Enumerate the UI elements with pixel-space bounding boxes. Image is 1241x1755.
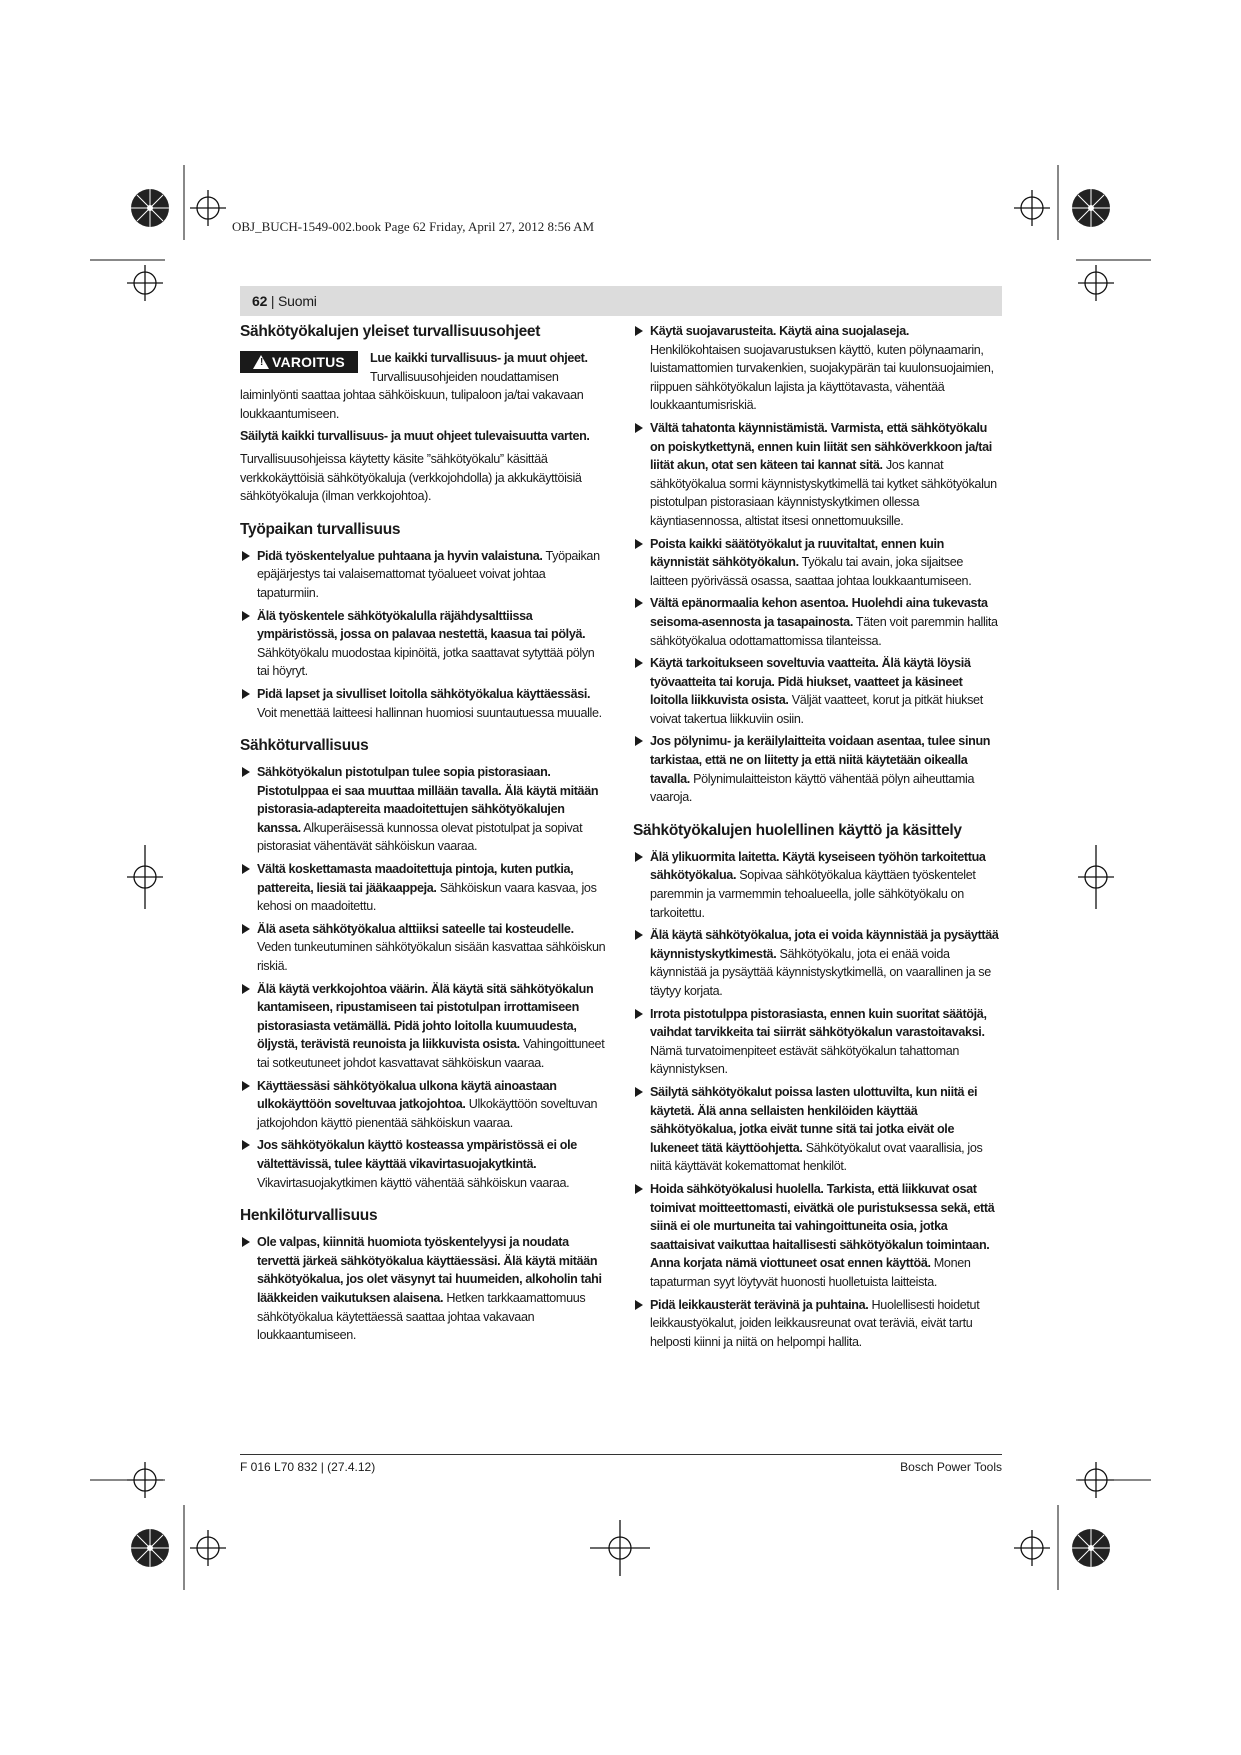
star-target	[1072, 1529, 1110, 1567]
star-target	[131, 1529, 169, 1567]
section-heading: Työpaikan turvallisuus	[240, 520, 401, 538]
page-header-separator: |	[270, 293, 275, 309]
warning-text: Turvallisuusohjeiden noudattamisen laiminlyönti saattaa johtaa sähköiskuun, tulipaloon ja/tai vakavaan loukkaantumiseen.	[240, 369, 584, 421]
item-text: Työpaikan epäjärjestys tai valaisemattomat työalueet voivat johtaa tapaturmiin.	[257, 548, 600, 600]
item-text: Nämä turvatoimenpiteet estävät sähkötyökalun tahattoman käynnistyksen.	[650, 1043, 960, 1077]
item-text: Ulkokäyttöön soveltuvan jatkojohdon käyttö pienentää sähköiskun vaaraa.	[257, 1097, 598, 1130]
list-item	[240, 1077, 608, 1133]
file-header: OBJ_BUCH-1549-002.book Page 62 Friday, April 27, 2012 8:56 AM	[232, 219, 595, 234]
star-target	[131, 189, 169, 227]
item-bold: Sähkötyökalun pistotulpan tulee sopia pistorasiaan. Pistotulppaa ei saa muuttaa millään tavalla. Älä käytä mitään pistorasia-adaptereita maadoitettujen sähkötyökalujen kanssa.	[257, 765, 599, 835]
list-item	[240, 607, 608, 681]
item-text: Vahingoittuneet tai sotkeutuneet johdot kasvattavat sähköiskun vaaraa.	[257, 1037, 605, 1070]
item-bold: Jos pölynimu- ja keräilylaitteita voidaan asentaa, tulee sinun tarkistaa, että ne on liitetty ja että niitä käytetään oikealla tavalla.	[650, 734, 991, 786]
warning-label: VAROITUS	[272, 354, 345, 370]
item-text: Väljät vaatteet, korut ja pitkät hiukset voivat takertua liikkuviin osiin.	[650, 693, 983, 726]
item-bold: Älä työskentele sähkötyökalulla räjähdysalttiissa ympäristössä, jossa on palavaa nestettä, kaasua tai pölyä.	[257, 608, 586, 642]
item-bold: Älä ylikuormita laitetta. Käytä kyseiseen työhön tarkoitettua sähkötyökalua.	[650, 849, 986, 883]
registration-target	[190, 1530, 226, 1566]
list-item	[633, 1083, 1001, 1176]
registration-target	[1078, 845, 1114, 909]
footer-brand: Bosch Power Tools	[900, 1460, 1002, 1474]
list-item	[240, 920, 608, 976]
list-item	[240, 980, 608, 1073]
registration-target	[1078, 1462, 1114, 1498]
item-bold: Hoida sähkötyökalusi huolella. Tarkista, että liikkuvat osat toimivat moitteettomasti, eivätkä ole puristuksessa sekä, että siinä ei ole murtuneita tai vahingoittuneita osia, jotka saattaisivat vaikuttaa haitallisesti sähkötyökalun toimintaan. Anna korjata nämä viottuneet osat ennen käyttöä.	[650, 1181, 995, 1271]
list-item	[633, 654, 1001, 728]
item-bold: Käytä suojavarusteita. Käytä aina suojalaseja.	[650, 324, 909, 338]
warning-block	[240, 349, 608, 423]
page-header	[252, 293, 317, 309]
item-text: Alkuperäisessä kunnossa olevat pistotulpat ja sopivat pistorasiat vähentävät sähköiskun vaaraa.	[257, 820, 583, 854]
list-item	[633, 419, 1001, 531]
page-number: 62	[252, 293, 268, 309]
item-text: Voit menettää laitteesi hallinnan huomiosi suuntautuessa muualle.	[257, 705, 602, 720]
page-title: Sähkötyökalujen yleiset turvallisuusohjeet	[240, 323, 541, 340]
item-bold: Käytä tarkoitukseen soveltuvia vaatteita. Älä käytä löysiä työvaatteita tai koruja. Pidä hiukset, vaatteet ja käsineet loitolla liikkuvista osista.	[650, 656, 971, 708]
registration-target	[127, 265, 163, 301]
registration-target	[1014, 190, 1050, 226]
footer-rule	[240, 1454, 1002, 1455]
right-column	[633, 322, 1001, 1356]
item-bold: Älä käytä sähkötyökalua, jota ei voida käynnistää ja pysäyttää käynnistyskytkimestä.	[650, 928, 999, 961]
item-text: Henkilökohtaisen suojavarustuksen käyttö, kuten pölynaamarin, luistamattomien turvakenkien, suojakypärän tai kuulonsuojaimien, riippuen sähkötyökalun lajista ja käyttötavasta, vähentää loukkaantumisriskiä.	[650, 342, 994, 413]
item-bold: Vältä koskettamasta maadoitettuja pintoja, kuten putkia, pattereita, liesiä tai jääkaappeja.	[257, 862, 574, 895]
registration-target	[590, 1520, 650, 1576]
item-text: Huolellisesti hoidetut leikkaustyökalut, joiden leikkausreunat ovat teräviä, eivät tartu helposti kiinni ja niitä on helpompi hallita.	[650, 1297, 980, 1349]
warning-bold: Lue kaikki turvallisuus- ja muut ohjeet.	[370, 351, 588, 365]
left-column	[240, 322, 608, 1350]
item-text: Sähkötyökalu, jota ei enää voida käynnistää ja pysäyttää käynnistyskytkimellä, on vaarallinen ja se täytyy korjata.	[650, 946, 991, 998]
list-item	[633, 594, 1001, 650]
item-bold: Poista kaikki säätötyökalut ja ruuvitaltat, ennen kuin käynnistät sähkötyökalun.	[650, 536, 944, 570]
list-item	[240, 763, 608, 856]
item-bold: Pidä lapset ja sivulliset loitolla sähkötyökalua käyttäessäsi.	[257, 686, 591, 701]
item-bold: Pidä työskentelyalue puhtaana ja hyvin valaistuna.	[257, 548, 543, 563]
item-text: Sopivaa sähkötyökalua käyttäen työskentelet paremmin ja varmemmin tehoalueella, jolle sähkötyökalu on tarkoitettu.	[650, 868, 976, 920]
item-text: Veden tunkeutuminen sähkötyökalun sisään kasvattaa sähköiskun riskiä.	[257, 940, 606, 974]
list-item	[633, 732, 1001, 806]
keep-instructions: Säilytä kaikki turvallisuus- ja muut ohjeet tulevaisuutta varten.	[240, 429, 590, 444]
item-text: Monen tapaturman syyt löytyvät huonosti huolletuista laitteista.	[650, 1256, 971, 1289]
section-heading: Sähkötyökalujen huolellinen käyttö ja käsittely	[633, 821, 962, 839]
list-item	[633, 1005, 1001, 1079]
warning-icon: !	[253, 355, 269, 369]
registration-target	[127, 845, 163, 909]
footer-doc-code: F 016 L70 832 | (27.4.12)	[240, 1460, 376, 1474]
item-bold: Käyttäessäsi sähkötyökalua ulkona käytä ainoastaan ulkokäyttöön soveltuvaa jatkojohtoa.	[257, 1078, 557, 1112]
list-item	[633, 322, 1001, 415]
item-text: Täten voit paremmin hallita sähkötyökalua odottamattomissa tilanteissa.	[650, 614, 998, 648]
bullet-list	[240, 547, 608, 722]
bullet-list	[240, 1233, 608, 1345]
star-target	[1072, 189, 1110, 227]
bullet-list	[633, 322, 1001, 807]
list-item	[240, 860, 608, 916]
list-item	[240, 1233, 608, 1345]
item-text: Pölynimulaitteiston käyttö vähentää pölyn aiheuttamia vaaroja.	[650, 771, 975, 805]
item-text: Työkalu tai avain, joka sijaitsee laitteen pyörivässä osassa, saattaa johtaa loukkaantumiseen.	[650, 555, 972, 588]
page-header-language: Suomi	[278, 293, 317, 309]
definition-text: Turvallisuusohjeissa käytetty käsite ”sähkötyökalu” käsittää verkkokäyttöisiä sähkötyökaluja (verkkojohdolla) ja akkukäyttöisiä sähkötyökaluja (ilman verkkojohtoa).	[240, 451, 582, 504]
registration-target	[1014, 1530, 1050, 1566]
list-item	[633, 926, 1001, 1000]
list-item	[633, 848, 1001, 922]
list-item	[633, 1296, 1001, 1352]
registration-target	[127, 1462, 163, 1498]
warning-badge	[240, 351, 358, 373]
item-bold: Vältä tahatonta käynnistämistä. Varmista, että sähkötyökalu on poiskytkettynä, ennen kuin liität sen sähköverkkoon ja/tai liität akun, otat sen käteen tai kannat sitä.	[650, 420, 992, 473]
item-bold: Pidä leikkausterät terävinä ja puhtaina.	[650, 1297, 869, 1312]
item-bold: Irrota pistotulppa pistorasiasta, ennen kuin suoritat säätöjä, vaihdat tarvikkeita tai siirrät sähkötyökalun varastoitavaksi.	[650, 1006, 987, 1040]
page-header-band	[240, 286, 1002, 316]
item-bold: Jos sähkötyökalun käyttö kosteassa ympäristössä ei ole vältettävissä, tulee käyttää vikavirtasuojakytkintä.	[257, 1138, 577, 1171]
section-heading: Sähköturvallisuus	[240, 737, 369, 755]
item-bold: Älä käytä verkkojohtoa väärin. Älä käytä sitä sähkötyökalun kantamiseen, ripustamiseen tai pistotulpan irrottamiseen pistorasiasta vetämällä. Pidä johto loitolla kuumuudesta, öljystä, terävistä reunoista ja liikkuvista osista.	[257, 981, 594, 1052]
item-bold: Vältä epänormaalia kehon asentoa. Huolehdi aina tukevasta seisoma-asennosta ja tasapainosta.	[650, 596, 988, 629]
item-bold: Säilytä sähkötyökalut poissa lasten ulottuvilta, kun niitä ei käytetä. Älä anna sellaisten henkilöiden käyttää sähkötyökalua, jotka eivät tunne sitä tai jotka eivät ole lukeneet tätä käyttöohjetta.	[650, 1084, 978, 1155]
item-text: Jos kannat sähkötyökalua sormi käynnistyskytkimellä tai kytket sähkötyökalun pistotulpan pistorasiaan käynnistyskytkimen ollessa käyntiasennossa, altistat itsesi onnettomuuksille.	[650, 458, 997, 528]
list-item	[240, 547, 608, 603]
registration-target	[1078, 265, 1114, 301]
item-bold: Älä aseta sähkötyökalua alttiiksi sateelle tai kosteudelle.	[257, 921, 574, 936]
list-item	[633, 1180, 1001, 1292]
item-text: Hetken tarkkaamattomuus sähkötyökalua käytettäessä saattaa johtaa vakavaan loukkaantumiseen.	[257, 1290, 586, 1343]
section-heading: Henkilöturvallisuus	[240, 1207, 378, 1225]
item-text: Sähköiskun vaara kasvaa, jos kehosi on maadoitettu.	[257, 880, 597, 914]
item-text: Sähkötyökalu muodostaa kipinöitä, jotka saattavat sytyttää pölyn tai höyryt.	[257, 645, 595, 679]
item-text: Vikavirtasuojakytkimen käyttö vähentää sähköiskun vaaraa.	[257, 1175, 570, 1190]
bullet-list	[240, 763, 608, 1192]
bullet-list	[633, 848, 1001, 1351]
item-bold: Ole valpas, kiinnitä huomiota työskentelyysi ja noudata tervettä järkeä sähkötyökalua käyttäessäsi. Älä käytä mitään sähkötyökalua, jos olet väsynyt tai huumeiden, alkoholin tahi lääkkeiden vaikutuksen alaisena.	[257, 1235, 602, 1305]
registration-target	[190, 190, 226, 226]
item-text: Sähkötyökalut ovat vaarallisia, jos niitä käyttävät kokemattomat henkilöt.	[650, 1140, 983, 1174]
list-item	[240, 1136, 608, 1192]
list-item	[633, 535, 1001, 591]
list-item	[240, 685, 608, 722]
